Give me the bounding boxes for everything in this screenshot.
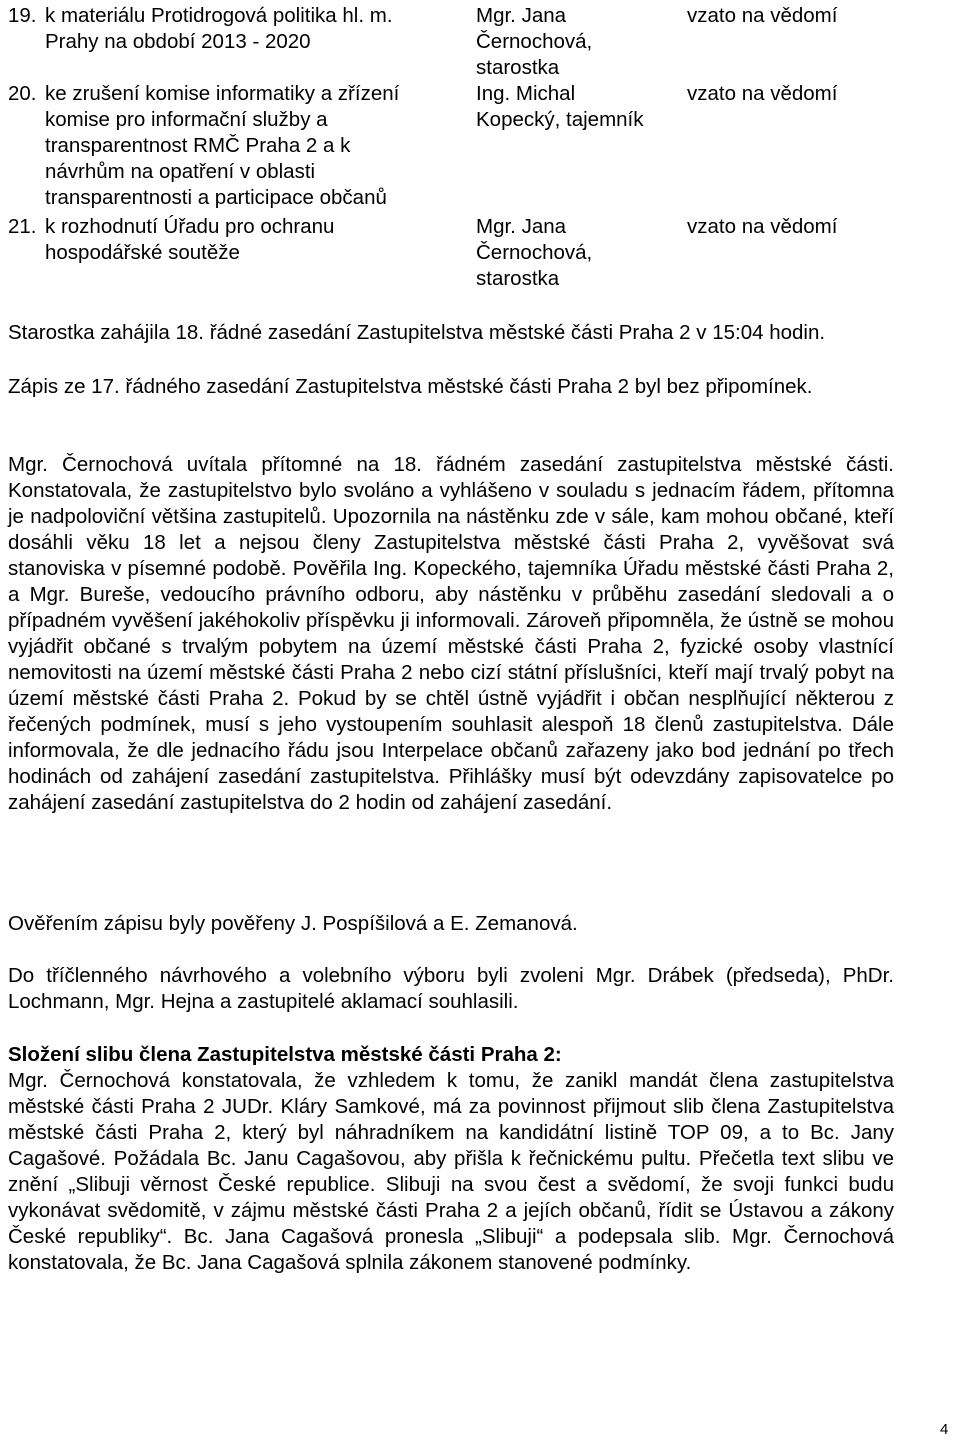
agenda-item-presenter bbox=[476, 214, 676, 292]
presenter-line: starostka bbox=[476, 267, 560, 290]
agenda-item-title bbox=[45, 214, 455, 266]
agenda-item-result: vzato na vědomí bbox=[687, 4, 838, 27]
agenda-item-title bbox=[45, 3, 455, 55]
oath-paragraph: Mgr. Černochová konstatovala, že vzhledem k tomu, že zanikl mandát člena zastupitelstva městské části Praha 2 JUDr. Kláry Samkové, má za povinnost přijmout slib člena Zastupitelstva městské části Praha 2, který byl náhradníkem na kandidátní listině TOP 09, a to Bc. Jany Cagašové. Požádala Bc. Janu Cagašovou, aby přišla k řečnickému pultu. Přečetla text slibu ve znění „Slibuji věrnost České republice. Slibuji na svou čest a svědomí, že svoji funkci budu vykonávat svědomitě, v zájmu městské části Praha 2 a jejích občanů, řídit se Ústavou a zákony České republiky“. Bc. Jana Cagašová pronesla „Slibuji“ a podepsala slib. Mgr. Černochová konstatovala, že Bc. Jana Cagašová splnila zákonem stanovené podmínky. bbox=[8, 1069, 894, 1274]
title-line: ke zrušení komise informatiky a zřízení bbox=[45, 82, 400, 105]
title-line: hospodářské soutěže bbox=[45, 241, 240, 264]
agenda-item-number: 21. bbox=[8, 215, 37, 238]
title-line: komise pro informační služby a bbox=[45, 108, 328, 131]
agenda-item-presenter bbox=[476, 3, 676, 81]
presenter-line: Černochová, bbox=[476, 30, 593, 53]
opening-paragraph: Starostka zahájila 18. řádné zasedání Zastupitelstva městské části Praha 2 v 15:04 hodin. bbox=[8, 321, 826, 344]
presenter-line: Ing. Michal bbox=[476, 82, 576, 105]
agenda-item-number: 20. bbox=[8, 82, 37, 105]
title-line: transparentnost RMČ Praha 2 a k bbox=[45, 134, 351, 157]
agenda-item-number: 19. bbox=[8, 4, 37, 27]
presenter-line: Mgr. Jana bbox=[476, 215, 567, 238]
committee-paragraph: Do tříčlenného návrhového a volebního výboru byli zvoleni Mgr. Drábek (předseda), PhDr. Lochmann, Mgr. Hejna a zastupitelé aklamací souhlasili. bbox=[8, 964, 894, 1013]
title-line: návrhům na opatření v oblasti bbox=[45, 160, 316, 183]
title-line: transparentnosti a participace občanů bbox=[45, 186, 387, 209]
welcome-paragraph: Mgr. Černochová uvítala přítomné na 18. řádném zasedání zastupitelstva městské části. Konstatovala, že zastupitelstvo bylo svoláno a vyhlášeno v souladu s jednacím řádem, přítomna je nadpoloviční většina zastupitelů. Upozornila na nástěnku zde v sále, kam mohou občané, kteří dosáhli věku 18 let a nejsou členy Zastupitelstva městské části Praha 2, vyvěšovat svá stanoviska v písemné podobě. Pověřila Ing. Kopeckého, tajemníka Úřadu městské části Praha 2, a Mgr. Bureše, vedoucího právního odboru, aby nástěnku v průběhu zasedání sledovali a o případném vyvěšení jakéhokoliv příspěvku ji informovali. Zároveň připomněla, že ústně se mohou vyjádřit občané s trvalým pobytem na území městské části Praha 2, fyzické osoby vlastnící nemovitosti na území městské části Praha 2 nebo cizí státní příslušníci, kteří mají trvalý pobyt na území městské části Praha 2. Pokud by se chtěl ústně vyjádřit i občan nesplňující některou z řečených podmínek, musí s jeho vystoupením souhlasit alespoň 18 členů zastupitelstva. Dále informovala, že dle jednacího řádu jsou Interpelace občanů zařazeny jako bod jednání po třech hodinách od zahájení zasedání zastupitelstva. Přihlášky musí být odevzdány zapisovatelce po zahájení zasedání zastupitelstva do 2 hodin od zahájení zasedání. bbox=[8, 453, 894, 814]
agenda-item-presenter bbox=[476, 81, 676, 133]
title-line: Prahy na období 2013 - 2020 bbox=[45, 30, 311, 53]
agenda-item-result: vzato na vědomí bbox=[687, 82, 838, 105]
minutes-paragraph: Zápis ze 17. řádného zasedání Zastupitelstva městské části Praha 2 byl bez připomínek. bbox=[8, 375, 813, 398]
title-line: k rozhodnutí Úřadu pro ochranu bbox=[45, 215, 335, 238]
page-number: 4 bbox=[940, 1421, 949, 1438]
presenter-line: Kopecký, tajemník bbox=[476, 108, 644, 131]
presenter-line: Černochová, bbox=[476, 241, 593, 264]
presenter-line: starostka bbox=[476, 56, 560, 79]
agenda-item-title bbox=[45, 81, 455, 211]
title-line: k materiálu Protidrogová politika hl. m. bbox=[45, 4, 393, 27]
agenda-item-result: vzato na vědomí bbox=[687, 215, 838, 238]
presenter-line: Mgr. Jana bbox=[476, 4, 567, 27]
verification-paragraph: Ověřením zápisu byly pověřeny J. Pospíšilová a E. Zemanová. bbox=[8, 912, 578, 935]
oath-heading: Složení slibu člena Zastupitelstva městské části Praha 2: bbox=[8, 1043, 562, 1066]
